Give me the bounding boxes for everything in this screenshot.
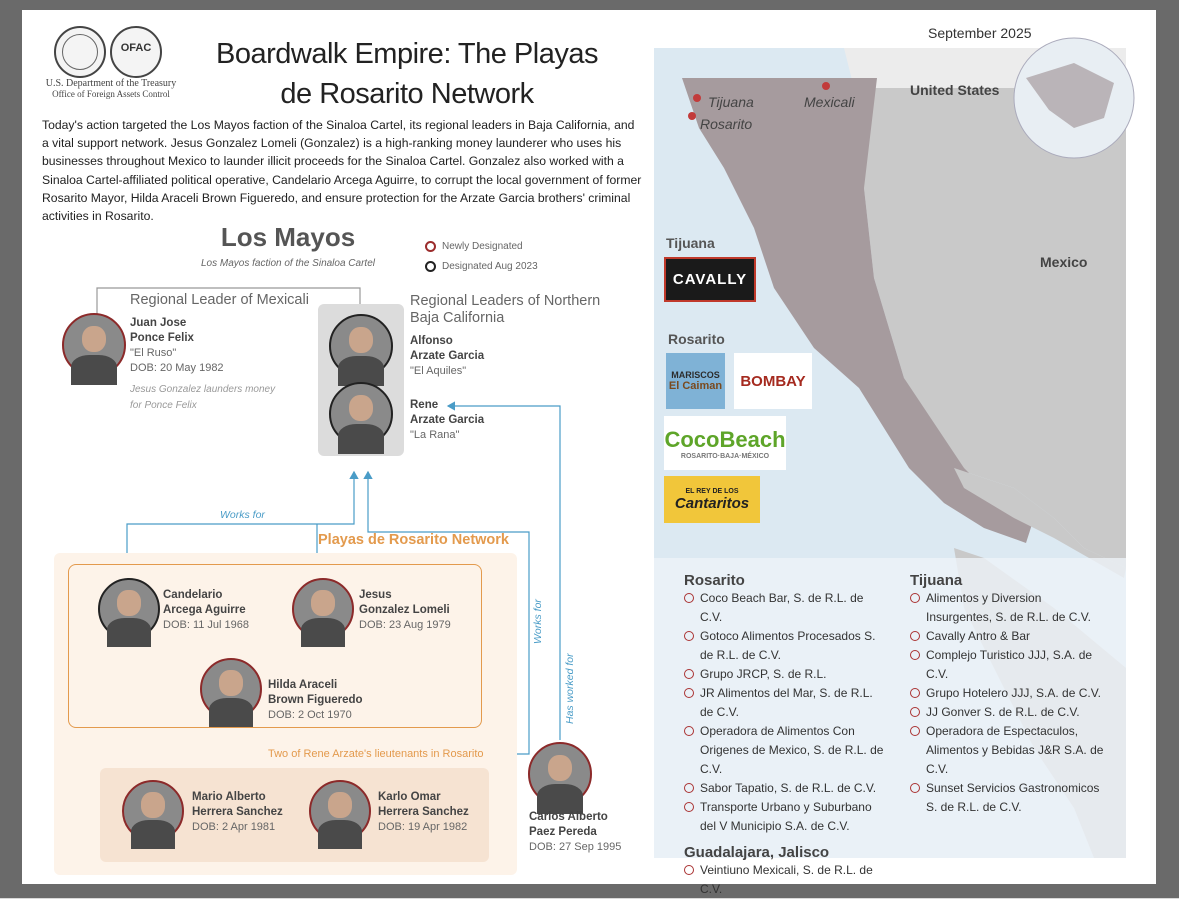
company-item: Operadora de Alimentos Con Origenes de Mexico, S. de R.L. de C.V.	[684, 722, 884, 779]
photo-jesus-gonzalez	[292, 578, 354, 640]
logo-cavally: CAVALLY	[664, 257, 756, 302]
los-mayos-subheading: Los Mayos faction of the Sinaloa Cartel	[201, 258, 375, 269]
company-item: Grupo JRCP, S. de R.L.	[684, 665, 884, 684]
alfonso-alias: "El Aquiles"	[410, 365, 467, 377]
candelario-first-name: Candelario	[163, 589, 223, 601]
ponce-first-name: Juan Jose	[130, 317, 187, 329]
pin-tijuana	[693, 94, 701, 102]
lieutenants-label: Two of Rene Arzate's lieutenants in Rosarito	[268, 748, 484, 760]
company-item: Gotoco Alimentos Procesados S. de R.L. de C.V.	[684, 627, 884, 665]
map-label-mexico: Mexico	[1040, 254, 1088, 270]
carlos-first-name: Carlos Alberto	[529, 811, 608, 823]
logo-mariscos	[666, 353, 725, 409]
company-item: JR Alimentos del Mar, S. de R.L. de C.V.	[684, 684, 884, 722]
map-panel	[654, 48, 1126, 896]
mario-last-name: Herrera Sanchez	[192, 806, 283, 818]
mario-first-name: Mario Alberto	[192, 791, 266, 803]
list-guadalajara-items	[684, 861, 884, 899]
rene-last-name: Arzate Garcia	[410, 414, 485, 426]
list-rosarito	[684, 572, 884, 899]
agency-line-2: Office of Foreign Assets Control	[52, 89, 170, 99]
ofac-seal-text: OFAC	[120, 42, 152, 54]
ponce-last-name: Ponce Felix	[130, 332, 194, 344]
photo-rene-arzate	[329, 382, 393, 446]
photo-candelario-arcega	[98, 578, 160, 640]
company-item: JJ Gonver S. de R.L. de C.V.	[910, 703, 1110, 722]
pin-rosarito	[688, 112, 696, 120]
company-item: Grupo Hotelero JJJ, S.A. de C.V.	[910, 684, 1110, 703]
list-guadalajara-title: Guadalajara, Jalisco	[684, 844, 830, 861]
cocobeach-name: CocoBeach	[664, 426, 786, 452]
card-candelario-arcega	[163, 588, 249, 633]
card-hilda-brown	[268, 678, 363, 723]
document-page	[22, 10, 1156, 896]
card-ponce-felix	[130, 316, 224, 376]
intro-paragraph: Today's action targeted the Los Mayos faction of the Sinaloa Cartel, its regional leaders in Baja California, and a vital support network. Jesus Gonzalez Lomeli (Gonzalez) is a high-ranking money launderer who uses his businesses throughout Mexico to launder illicit proceeds for the Sinaloa Cartel. Gonzalez also worked with a Sinaloa Cartel-affiliated political operative, Candelario Arcega Aguirre, to corrupt the local government of former Rosarito Mayor, Hilda Araceli Brown Figueredo, and ensure protection for the Arzate Garcia brothers' criminal activities in Rosarito.	[42, 118, 642, 224]
photo-ponce-felix	[62, 313, 126, 377]
karlo-dob: DOB: 19 Apr 1982	[378, 821, 468, 833]
company-item: Veintiuno Mexicali, S. de R.L. de C.V.	[684, 861, 884, 899]
karlo-last-name: Herrera Sanchez	[378, 806, 469, 818]
card-mario-herrera	[192, 790, 283, 835]
launder-note-line-2: for Ponce Felix	[130, 400, 197, 411]
mario-dob: DOB: 2 Apr 1981	[192, 821, 276, 833]
rene-alias: "La Rana"	[410, 429, 460, 441]
company-item: Operadora de Espectaculos, Alimentos y Bebidas J&R S.A. de C.V.	[910, 722, 1110, 779]
logo-section-rosarito: Rosarito	[668, 331, 725, 347]
northern-role-line-1: Regional Leaders of Northern	[410, 293, 601, 309]
jesus-last-name: Gonzalez Lomeli	[359, 604, 450, 616]
legend-newly-marker	[425, 241, 436, 252]
mexicali-role-label: Regional Leader of Mexicali	[130, 292, 309, 308]
logo-bombay: BOMBAY	[734, 353, 812, 409]
logo-cantaritos	[664, 476, 760, 523]
cantaritos-line-1: EL REY DE LOS	[685, 487, 739, 495]
hilda-first-name: Hilda Araceli	[268, 679, 338, 691]
card-carlos-paez	[529, 810, 621, 855]
network-title: Playas de Rosarito Network	[318, 532, 509, 548]
carlos-last-name: Paez Pereda	[529, 826, 597, 838]
jesus-first-name: Jesus	[359, 589, 392, 601]
mariscos-line-2: El Caiman	[668, 380, 723, 392]
alfonso-last-name: Arzate Garcia	[410, 350, 485, 362]
company-item: Sabor Tapatio, S. de R.L. de C.V.	[684, 779, 884, 798]
logo-cocobeach	[664, 416, 786, 470]
map-label-rosarito: Rosarito	[700, 116, 753, 132]
photo-karlo-herrera	[309, 780, 371, 842]
hilda-last-name: Brown Figueredo	[268, 694, 363, 706]
map-label-tijuana: Tijuana	[708, 94, 754, 110]
agency-line-1: U.S. Department of the Treasury	[45, 78, 177, 89]
launder-note	[130, 382, 275, 414]
mariscos-line-1: MARISCOS	[671, 370, 720, 380]
alfonso-first-name: Alfonso	[410, 335, 453, 347]
card-karlo-herrera	[378, 790, 469, 835]
pin-mexicali	[822, 82, 830, 90]
photo-carlos-paez	[528, 742, 592, 806]
list-tijuana-title: Tijuana	[910, 572, 963, 589]
candelario-last-name: Arcega Aguirre	[163, 604, 246, 616]
jesus-dob: DOB: 23 Aug 1979	[359, 619, 451, 631]
photo-alfonso-arzate	[329, 314, 393, 378]
card-alfonso-arzate	[410, 334, 484, 379]
list-tijuana	[910, 572, 1110, 817]
carlos-dob: DOB: 27 Sep 1995	[529, 841, 622, 853]
map-label-mexicali: Mexicali	[804, 94, 855, 110]
cocobeach-subtitle: ROSARITO·BAJA·MÉXICO	[680, 452, 770, 460]
ponce-dob: DOB: 20 May 1982	[130, 362, 224, 374]
map-label-us: United States	[910, 82, 1000, 98]
hilda-dob: DOB: 2 Oct 1970	[268, 709, 352, 721]
list-tijuana-items	[910, 589, 1110, 817]
label-works-for: Works for	[220, 509, 265, 521]
los-mayos-heading: Los Mayos	[220, 222, 356, 252]
title-line-1: Boardwalk Empire: The Playas	[216, 38, 598, 70]
northern-role-line-2: Baja California	[410, 310, 505, 326]
karlo-first-name: Karlo Omar	[378, 791, 441, 803]
label-works-for-vertical: Works for	[532, 599, 544, 644]
rene-first-name: Rene	[410, 399, 439, 411]
legend-prior-marker	[425, 261, 436, 272]
list-rosarito-items	[684, 589, 884, 836]
cantaritos-line-2: Cantaritos	[674, 494, 750, 512]
company-item: Alimentos y Diversion Insurgentes, S. de R.L. de C.V.	[910, 589, 1110, 627]
label-has-worked-for: Has worked for	[564, 653, 576, 724]
card-rene-arzate	[410, 398, 484, 443]
company-item: Coco Beach Bar, S. de R.L. de C.V.	[684, 589, 884, 627]
company-item: Cavally Antro & Bar	[910, 627, 1110, 646]
company-item: Sunset Servicios Gastronomicos S. de R.L. de C.V.	[910, 779, 1110, 817]
legend-prior-label: Designated Aug 2023	[442, 261, 538, 272]
title-line-2: de Rosarito Network	[280, 78, 534, 110]
company-item: Complejo Turistico JJJ, S.A. de C.V.	[910, 646, 1110, 684]
date-label: September 2025	[928, 25, 1032, 41]
ponce-alias: "El Ruso"	[130, 347, 177, 359]
logo-section-tijuana: Tijuana	[666, 235, 715, 251]
northern-role-label	[410, 293, 600, 327]
company-item: Transporte Urbano y Suburbano del V Municipio S.A. de C.V.	[684, 798, 884, 836]
candelario-dob: DOB: 11 Jul 1968	[163, 619, 250, 631]
photo-mario-herrera	[122, 780, 184, 842]
legend-newly-label: Newly Designated	[442, 241, 523, 252]
launder-note-line-1: Jesus Gonzalez launders money	[130, 384, 276, 395]
card-jesus-gonzalez	[359, 588, 451, 633]
list-rosarito-title: Rosarito	[684, 572, 745, 589]
photo-hilda-brown	[200, 658, 262, 720]
